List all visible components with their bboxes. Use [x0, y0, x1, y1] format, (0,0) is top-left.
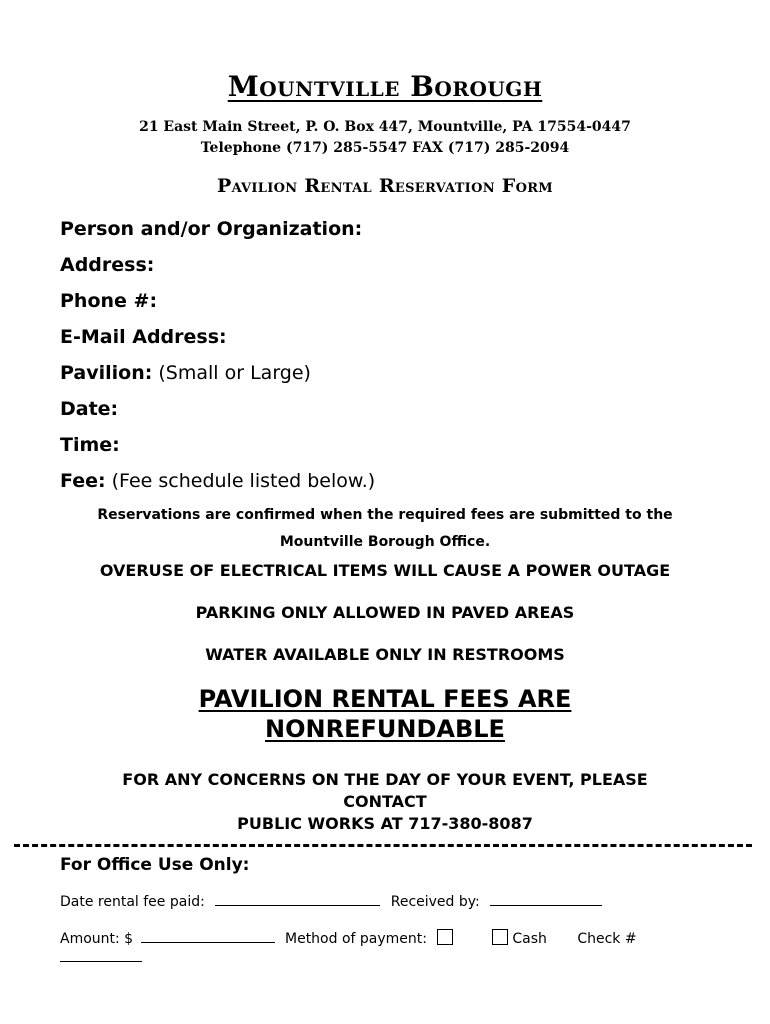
field-date[interactable] — [60, 398, 118, 420]
check-label: Check # — [577, 931, 637, 947]
field-email-label: E-Mail Address: — [60, 326, 227, 348]
notice-parking: PARKING ONLY ALLOWED IN PAVED AREAS — [195, 603, 575, 622]
cash-label: Cash — [512, 931, 547, 947]
field-phone-label: Phone #: — [60, 290, 158, 312]
field-person-label: Person and/or Organization: — [60, 218, 363, 240]
field-time-label: Time: — [60, 434, 120, 456]
field-address[interactable] — [60, 254, 154, 276]
office-line-date-received — [60, 893, 602, 910]
fees-nonrefundable-line-1: PAVILION RENTAL FEES ARE — [198, 685, 572, 713]
field-person[interactable] — [60, 218, 362, 240]
field-pavilion-note: (Small or Large) — [158, 362, 311, 384]
office-line-amount-method — [60, 929, 637, 947]
fees-nonrefundable-line-2: NONREFUNDABLE — [265, 715, 505, 743]
field-phone[interactable] — [60, 290, 157, 312]
borough-address: 21 East Main Street, P. O. Box 447, Mountville, PA 17554-0447 — [139, 119, 631, 135]
notice-water: WATER AVAILABLE ONLY IN RESTROOMS — [205, 645, 565, 664]
cut-line-divider — [14, 844, 752, 847]
confirmation-line-1: Reservations are confirmed when the required fees are submitted to the — [97, 507, 673, 523]
concerns-line-3: PUBLIC WORKS AT 717-380-8087 — [237, 814, 533, 833]
office-use-title: For Office Use Only: — [60, 855, 250, 875]
field-date-label: Date: — [60, 398, 119, 420]
cash-checkbox[interactable] — [492, 929, 508, 945]
payment-method-label: Method of payment: — [285, 931, 427, 947]
received-by-label: Received by: — [390, 894, 480, 910]
field-time[interactable] — [60, 434, 120, 456]
date-paid-label: Date rental fee paid: — [60, 894, 205, 910]
concerns-line-2: CONTACT — [343, 792, 427, 811]
field-pavilion[interactable] — [60, 362, 311, 384]
notice-electrical: OVERUSE OF ELECTRICAL ITEMS WILL CAUSE A POWER OUTAGE — [99, 561, 671, 580]
field-fee-label: Fee: — [60, 470, 106, 492]
borough-title: Mountville Borough — [227, 70, 543, 103]
received-by-blank[interactable] — [490, 893, 602, 906]
field-email[interactable] — [60, 326, 227, 348]
amount-label: Amount: $ — [60, 931, 134, 947]
amount-blank[interactable] — [141, 930, 275, 943]
office-line-check-number — [60, 949, 142, 966]
form-title: Pavilion Rental Reservation Form — [217, 175, 553, 197]
payment-method-checkbox[interactable] — [437, 929, 453, 945]
field-fee-note: (Fee schedule listed below.) — [111, 470, 376, 492]
concerns-line-1: FOR ANY CONCERNS ON THE DAY OF YOUR EVENT, PLEASE — [122, 770, 648, 789]
field-address-label: Address: — [60, 254, 155, 276]
field-pavilion-label: Pavilion: — [60, 362, 153, 384]
field-fee[interactable] — [60, 470, 375, 492]
confirmation-line-2: Mountville Borough Office. — [279, 534, 491, 550]
check-number-blank[interactable] — [60, 949, 142, 962]
date-paid-blank[interactable] — [215, 893, 380, 906]
borough-phone: Telephone (717) 285-5547 FAX (717) 285-2094 — [200, 140, 570, 156]
